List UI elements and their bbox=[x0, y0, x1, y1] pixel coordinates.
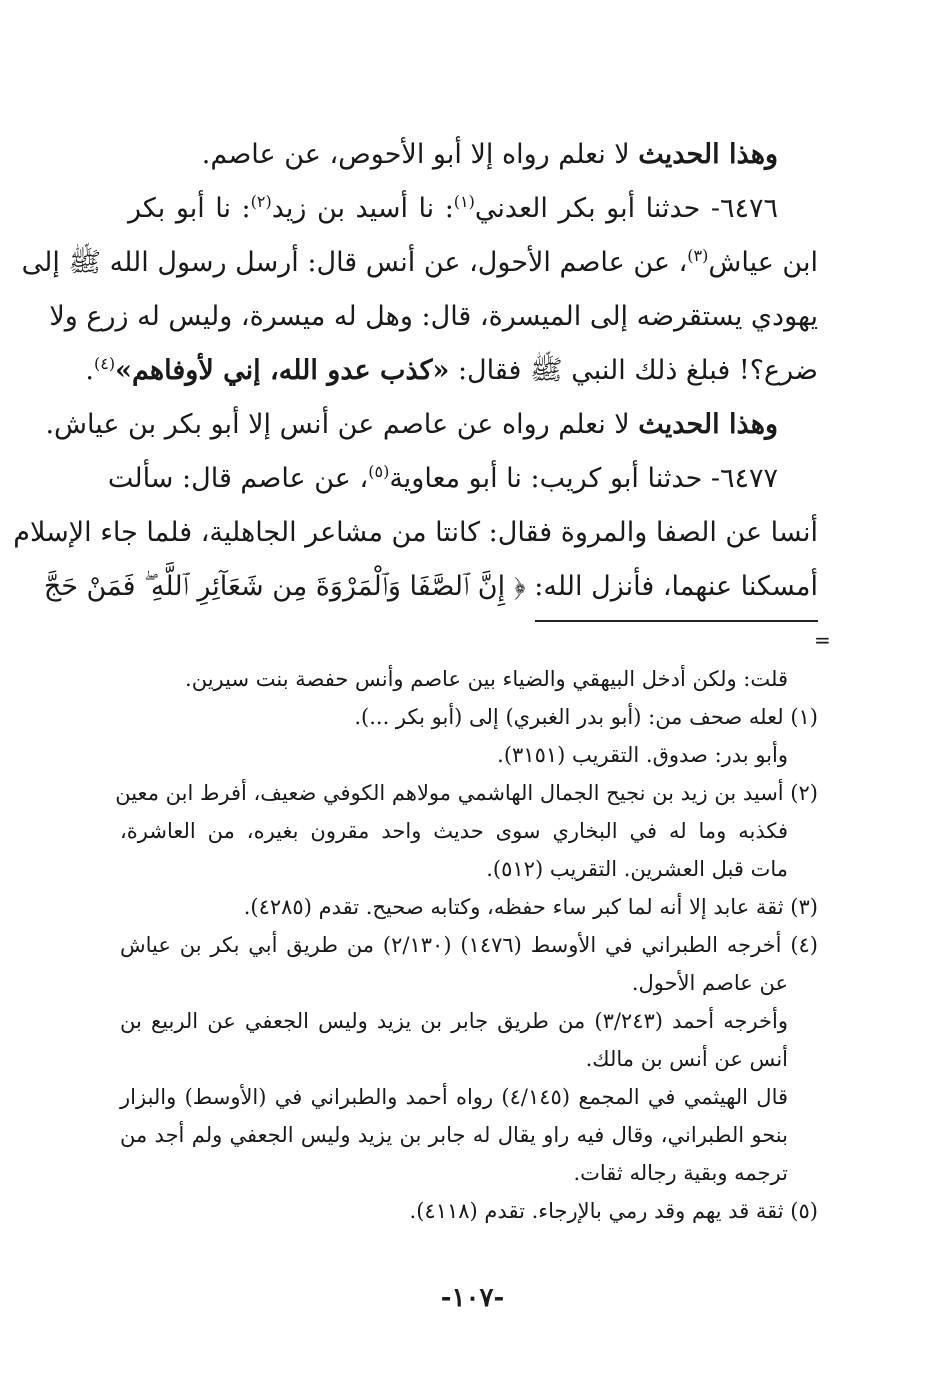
footnote-line: قلت: ولكن أدخل البيهقي والضياء بين عاصم وأنس حفصة بنت سيرين. bbox=[185, 667, 788, 691]
text-run: ابن عياش bbox=[708, 247, 818, 278]
footnote-line: (٢) أسيد بن زيد بن نجيح الجمال الهاشمي مولاهم الكوفي ضعيف، أفرط ابن معين bbox=[115, 781, 818, 805]
text-line bbox=[13, 506, 818, 560]
footnote-line: فكذبه وما له في البخاري سوى حديث واحد مقرون بغيره، من العاشرة، bbox=[120, 819, 788, 843]
footnote-line: (١) لعله صحف من: (أبو بدر الغبري) إلى (أبو بكر ...). bbox=[354, 705, 818, 729]
footnote-ref: (٣) bbox=[687, 246, 709, 265]
text-run: يهودي يستقرضه إلى الميسرة، قال: وهل له ميسرة، وليس له زرع ولا bbox=[49, 301, 818, 332]
text-run: ٦٤٧٧- حدثنا أبو كريب: نا أبو معاوية bbox=[389, 463, 778, 494]
footnote-line: عن عاصم الأحول. bbox=[631, 971, 788, 995]
footnotes bbox=[115, 660, 818, 1230]
text-run: أنسا عن الصفا والمروة فقال: كانتا من مشاعر الجاهلية، فلما جاء الإسلام bbox=[13, 517, 818, 548]
text-line bbox=[49, 290, 818, 344]
bold-phrase: وهذا الحديث bbox=[638, 139, 778, 170]
footnote-line: وأخرجه أحمد (٣/٢٤٣) من طريق جابر بن يزيد وليس الجعفي عن الربيع بن bbox=[120, 1009, 788, 1033]
text-run: : نا أسيد بن زيد bbox=[271, 193, 454, 224]
text-run: لا نعلم رواه عن عاصم عن أنس إلا أبو بكر بن عياش. bbox=[45, 409, 639, 440]
footnote-line: قال الهيثمي في المجمع (٤/١٤٥) رواه أحمد والطبراني في (الأوسط) والبزار bbox=[120, 1085, 789, 1109]
footnote-line: (٤) أخرجه الطبراني في الأوسط (١٤٧٦) (٢/١٣٠) من طريق أبي بكر بن عياش bbox=[120, 933, 818, 957]
text-run: ضرع؟! فبلغ ذلك النبي ﷺ فقال: bbox=[449, 355, 818, 386]
text-run: ، عن عاصم قال: سألت bbox=[107, 463, 369, 494]
page-number: -١٠٧- bbox=[440, 1283, 505, 1313]
text-run: ، عن عاصم الأحول، عن أنس قال: أرسل رسول الله ﷺ إلى bbox=[21, 247, 688, 278]
continuation-mark: = bbox=[814, 628, 831, 652]
footnote-line: وأبو بدر: صدوق. التقريب (٣١٥١). bbox=[497, 743, 788, 767]
text-line bbox=[128, 128, 818, 182]
footnote-line: (٥) ثقة قد يهم وقد رمي بالإرجاء. تقدم (٤١١٨). bbox=[409, 1199, 818, 1223]
main-text bbox=[13, 128, 818, 614]
footnote-separator bbox=[535, 620, 818, 622]
text-line bbox=[21, 236, 818, 290]
footnote-ref: (١) bbox=[453, 192, 475, 211]
footnote-line: (٣) ثقة عابد إلا أنه لما كبر ساء حفظه، وكتابه صحيح. تقدم (٤٢٨٥). bbox=[243, 895, 818, 919]
footnote-line: مات قبل العشرين. التقريب (٥١٢). bbox=[486, 857, 788, 881]
text-run: . bbox=[85, 355, 94, 386]
text-line bbox=[85, 344, 818, 398]
text-line bbox=[45, 398, 818, 452]
quran-text: أمسكنا عنهما، فأنزل الله: ﴿ إِنَّ ٱلصَّفَا وَٱلْمَرْوَةَ مِن شَعَآئِرِ ٱللَّهِ ۖ فَمَنْ حَجَّ bbox=[43, 571, 818, 602]
text-line bbox=[107, 452, 818, 506]
text-run: ٦٤٧٦- حدثنا أبو بكر العدني bbox=[474, 193, 779, 224]
bold-phrase: وهذا الحديث bbox=[638, 409, 778, 440]
text-run: لا نعلم رواه إلا أبو الأحوص، عن عاصم. bbox=[201, 139, 639, 170]
footnote-line: بنحو الطبراني، وقال فيه راو يقال له جابر بن يزيد وليس الجعفي ولم أجد من bbox=[120, 1123, 788, 1147]
bold-quote: «كذب عدو الله، إني لأوفاهم» bbox=[115, 355, 450, 386]
text-run: : نا أبو بكر bbox=[128, 193, 251, 224]
footnote-line: ترجمه وبقية رجاله ثقات. bbox=[573, 1161, 788, 1185]
text-line bbox=[128, 182, 818, 236]
footnote-line: أنس عن أنس بن مالك. bbox=[585, 1047, 788, 1071]
footnote-ref: (٤) bbox=[93, 354, 116, 373]
text-line bbox=[43, 560, 818, 614]
footnote-ref: (٢) bbox=[250, 192, 272, 211]
footnote-ref: (٥) bbox=[368, 462, 390, 481]
